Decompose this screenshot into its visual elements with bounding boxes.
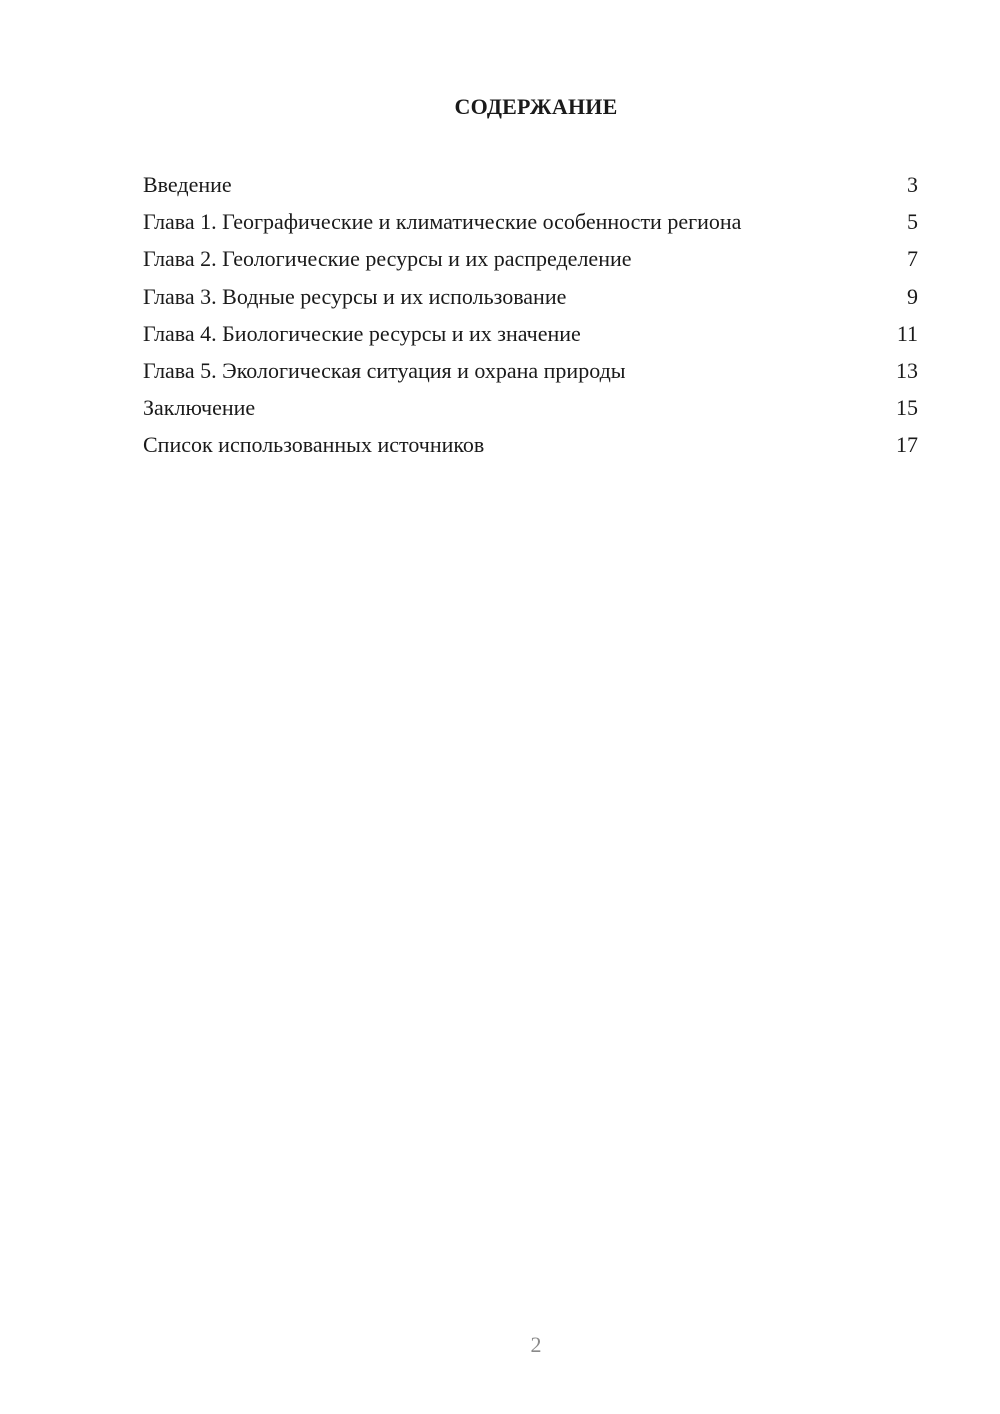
page-number: 2 bbox=[530, 1332, 542, 1357]
toc-item-title: Введение bbox=[143, 172, 232, 197]
toc-item-chapter-2[interactable] bbox=[143, 243, 918, 280]
toc-item-page: 7 bbox=[907, 246, 918, 272]
toc-item-references[interactable] bbox=[143, 429, 918, 466]
toc-item-chapter-3[interactable] bbox=[143, 281, 918, 318]
toc-item-title: Список использованных источников bbox=[143, 432, 485, 458]
toc-item-page: 15 bbox=[896, 395, 918, 421]
toc-item-title: Глава 5. Экологическая ситуация и охрана природы bbox=[143, 357, 626, 383]
toc-item-chapter-1[interactable] bbox=[143, 206, 918, 243]
toc-item-page: 5 bbox=[907, 209, 918, 235]
table-of-contents bbox=[143, 169, 918, 467]
toc-item-title: Глава 2. Геологические ресурсы и их распределение bbox=[143, 246, 632, 272]
toc-item-title: Глава 4. Биологические ресурсы и их значение bbox=[143, 320, 581, 346]
toc-item-chapter-4[interactable] bbox=[143, 318, 918, 355]
toc-item-introduction[interactable] bbox=[143, 169, 918, 206]
toc-item-title: Глава 1. Географические и климатические особенности региона bbox=[143, 209, 742, 235]
toc-heading: СОДЕРЖАНИЕ bbox=[454, 94, 618, 119]
toc-item-page: 9 bbox=[907, 283, 918, 309]
toc-item-conclusion[interactable] bbox=[143, 392, 918, 429]
toc-item-page: 11 bbox=[896, 320, 918, 346]
toc-item-chapter-5[interactable] bbox=[143, 355, 918, 392]
toc-item-title: Заключение bbox=[143, 395, 256, 421]
toc-item-page: 3 bbox=[907, 172, 918, 197]
toc-item-page: 13 bbox=[896, 357, 918, 383]
toc-item-page: 17 bbox=[896, 432, 918, 458]
toc-item-title: Глава 3. Водные ресурсы и их использование bbox=[143, 283, 567, 309]
